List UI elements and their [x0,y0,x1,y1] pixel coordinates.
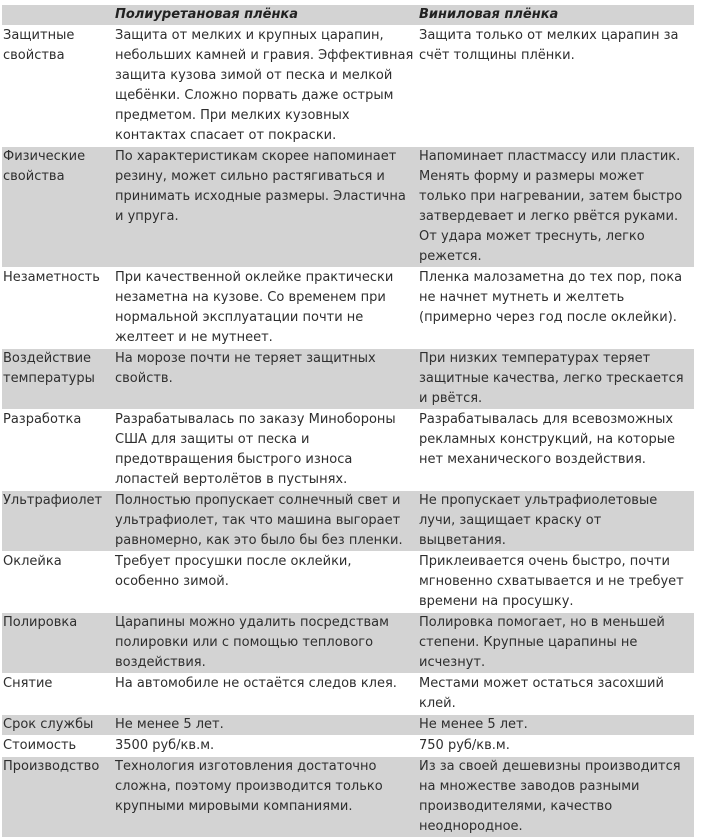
polyurethane-cell: Не менее 5 лет. [113,715,418,736]
table-row [2,268,694,349]
polyurethane-cell: По характеристикам скорее напоминает резину, может сильно растягиваться и принимать исходные размеры. Эластична и упруга. [113,147,418,268]
row-label: Физические свойства [2,147,113,268]
vinyl-cell: Приклеивается очень быстро, почти мгновенно схватывается и не требует времени на просушку. [418,552,694,613]
polyurethane-cell: Защита от мелких и крупных царапин, небольших камней и гравия. Эффективная защита кузова зимой от песка и мелкой щебёнки. Сложно порвать даже острым предметом. При мелких кузовных контактах спасает от покраски. [113,26,418,147]
vinyl-cell: Не пропускает ультрафиолетовые лучи, защищает краску от выцветания. [418,491,694,552]
row-label: Оклейка [2,552,113,613]
table-header-row [2,5,694,26]
row-label: Разработка [2,410,113,491]
row-label: Защитные свойства [2,26,113,147]
polyurethane-cell: Технология изготовления достаточно сложна, поэтому производится только крупными мировыми компаниями. [113,757,418,837]
table-row [2,410,694,491]
vinyl-cell: Местами может остаться засохший клей. [418,674,694,715]
vinyl-cell: Защита только от мелких царапин за счёт толщины плёнки. [418,26,694,147]
row-label: Воздействие температуры [2,349,113,410]
polyurethane-cell: На автомобиле не остаётся следов клея. [113,674,418,715]
vinyl-cell: Полировка помогает, но в меньшей степени. Крупные царапины не исчезнут. [418,613,694,674]
vinyl-cell: 750 руб/кв.м. [418,736,694,757]
polyurethane-cell: При качественной оклейке практически незаметна на кузове. Со временем при нормальной эксплуатации почти не желтеет и не мутнеет. [113,268,418,349]
table-row [2,674,694,715]
table-row [2,552,694,613]
vinyl-cell: Разрабатывалась для всевозможных рекламных конструкций, на которые нет механического воздействия. [418,410,694,491]
vinyl-cell: При низких температурах теряет защитные качества, легко трескается и рвётся. [418,349,694,410]
table-row [2,349,694,410]
row-label: Полировка [2,613,113,674]
polyurethane-cell: Требует просушки после оклейки, особенно зимой. [113,552,418,613]
polyurethane-cell: Полностью пропускает солнечный свет и ультрафиолет, так что машина выгорает равномерно, как это было бы без пленки. [113,491,418,552]
row-label: Стоимость [2,736,113,757]
table-row [2,491,694,552]
polyurethane-cell: На морозе почти не теряет защитных свойств. [113,349,418,410]
row-label: Незаметность [2,268,113,349]
table-row [2,736,694,757]
row-label: Срок службы [2,715,113,736]
table-row [2,147,694,268]
polyurethane-cell: 3500 руб/кв.м. [113,736,418,757]
table-row [2,757,694,837]
table-row [2,613,694,674]
comparison-table [2,5,694,837]
vinyl-cell: Пленка малозаметна до тех пор, пока не начнет мутнеть и желтеть (примерно через год после оклейки). [418,268,694,349]
vinyl-cell: Из за своей дешевизны производится на множестве заводов разными производителями, качество неоднородное. [418,757,694,837]
row-label: Производство [2,757,113,837]
header-label-cell [2,5,113,26]
vinyl-cell: Не менее 5 лет. [418,715,694,736]
row-label: Ультрафиолет [2,491,113,552]
header-polyurethane: Полиуретановая плёнка [113,5,418,26]
vinyl-cell: Напоминает пластмассу или пластик. Менять форму и размеры может только при нагревании, затем быстро затвердевает и легко рвётся руками. От удара может треснуть, легко режется. [418,147,694,268]
table-row [2,715,694,736]
polyurethane-cell: Царапины можно удалить посредствам полировки или с помощью теплового воздействия. [113,613,418,674]
header-vinyl: Виниловая плёнка [418,5,694,26]
table-row [2,26,694,147]
polyurethane-cell: Разрабатывалась по заказу Минобороны США для защиты от песка и предотвращения быстрого износа лопастей вертолётов в пустынях. [113,410,418,491]
row-label: Снятие [2,674,113,715]
